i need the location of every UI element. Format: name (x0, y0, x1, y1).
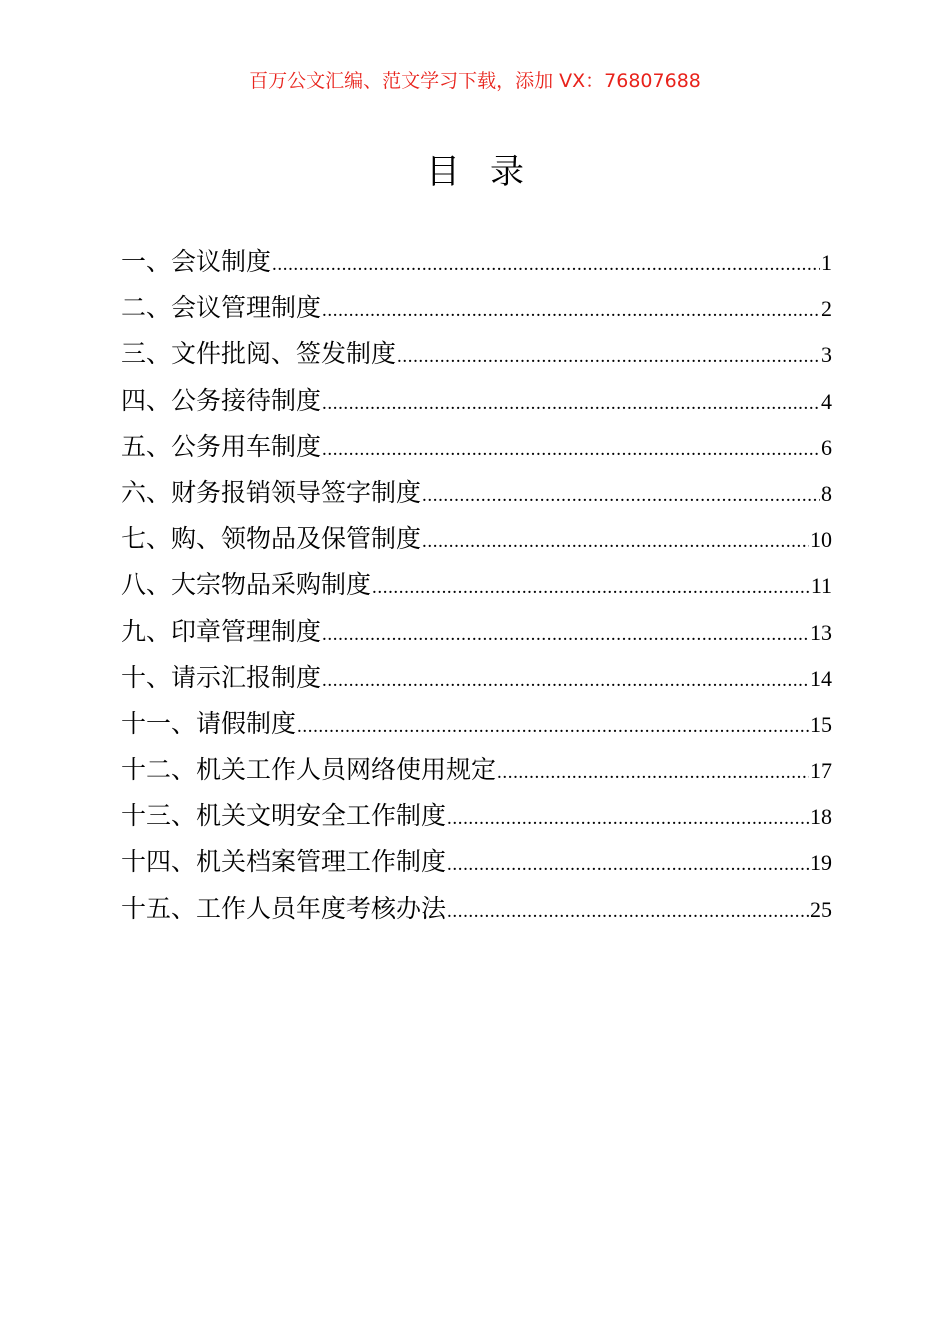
toc-dot-leader (422, 519, 809, 565)
toc-entry-label: 四、公务接待制度 (121, 385, 322, 415)
toc-entry[interactable] (121, 839, 832, 885)
toc-entry-label: 七、购、领物品及保管制度 (121, 524, 422, 554)
toc-entry-label: 二、会议管理制度 (121, 293, 322, 323)
toc-entry-label: 六、财务报销领导签字制度 (121, 477, 422, 507)
toc-page-number: 6 (821, 434, 832, 460)
toc-entry[interactable] (121, 655, 832, 701)
toc-page-number: 18 (810, 804, 832, 830)
toc-entry[interactable] (121, 424, 832, 470)
toc-dot-leader (322, 612, 809, 658)
toc-dot-leader (447, 796, 809, 842)
toc-page-number: 3 (821, 342, 832, 368)
watermark-header: 百万公文汇编、范文学习下载，添加 VX：76807688 (249, 70, 701, 92)
toc-entry-label: 十、请示汇报制度 (121, 662, 322, 692)
toc-entry[interactable] (121, 701, 832, 747)
toc-dot-leader (322, 288, 820, 334)
toc-page-number: 8 (821, 480, 832, 506)
toc-page-number: 11 (810, 573, 832, 599)
table-of-contents (121, 239, 832, 932)
toc-page-number: 10 (810, 527, 832, 553)
toc-entry[interactable] (121, 562, 832, 608)
title-char-2: 录 (490, 152, 524, 192)
toc-entry-label: 十三、机关文明安全工作制度 (121, 801, 447, 831)
toc-dot-leader (322, 427, 820, 473)
toc-dot-leader (322, 658, 809, 704)
toc-page-number: 1 (821, 250, 832, 275)
toc-entry-label: 十一、请假制度 (121, 708, 297, 738)
page-title (0, 148, 950, 196)
toc-dot-leader (447, 842, 809, 888)
toc-page-number: 2 (821, 296, 832, 322)
toc-entry[interactable] (121, 378, 832, 424)
toc-dot-leader (397, 334, 820, 380)
toc-page-number: 25 (810, 896, 832, 922)
toc-page-number: 4 (821, 388, 832, 414)
toc-entry[interactable] (121, 331, 832, 377)
toc-dot-leader (322, 381, 820, 427)
toc-entry-label: 五、公务用车制度 (121, 431, 322, 461)
toc-dot-leader (447, 889, 809, 935)
toc-entry[interactable] (121, 609, 832, 655)
toc-dot-leader (297, 704, 809, 750)
toc-entry-label: 十四、机关档案管理工作制度 (121, 847, 447, 877)
toc-entry-label: 一、会议制度 (121, 247, 272, 276)
toc-entry-label: 十二、机关工作人员网络使用规定 (121, 755, 497, 785)
toc-entry-label: 八、大宗物品采购制度 (121, 570, 372, 600)
toc-page-number: 19 (810, 850, 832, 876)
toc-page-number: 15 (810, 711, 832, 737)
toc-entry[interactable] (121, 470, 832, 516)
toc-dot-leader (272, 242, 820, 288)
toc-dot-leader (497, 750, 809, 796)
toc-entry[interactable] (121, 793, 832, 839)
toc-dot-leader (422, 473, 820, 519)
toc-entry[interactable] (121, 239, 832, 285)
toc-entry-label: 三、文件批阅、签发制度 (121, 339, 397, 369)
toc-entry[interactable] (121, 285, 832, 331)
title-char-1: 目 (426, 152, 460, 192)
toc-page-number: 17 (810, 758, 832, 784)
toc-dot-leader (372, 565, 810, 611)
toc-entry[interactable] (121, 747, 832, 793)
toc-page-number: 14 (810, 665, 832, 691)
toc-entry[interactable] (121, 516, 832, 562)
toc-entry-label: 十五、工作人员年度考核办法 (121, 893, 447, 923)
toc-page-number: 13 (810, 619, 832, 645)
toc-entry-label: 九、印章管理制度 (121, 616, 322, 646)
toc-entry[interactable] (121, 886, 832, 932)
